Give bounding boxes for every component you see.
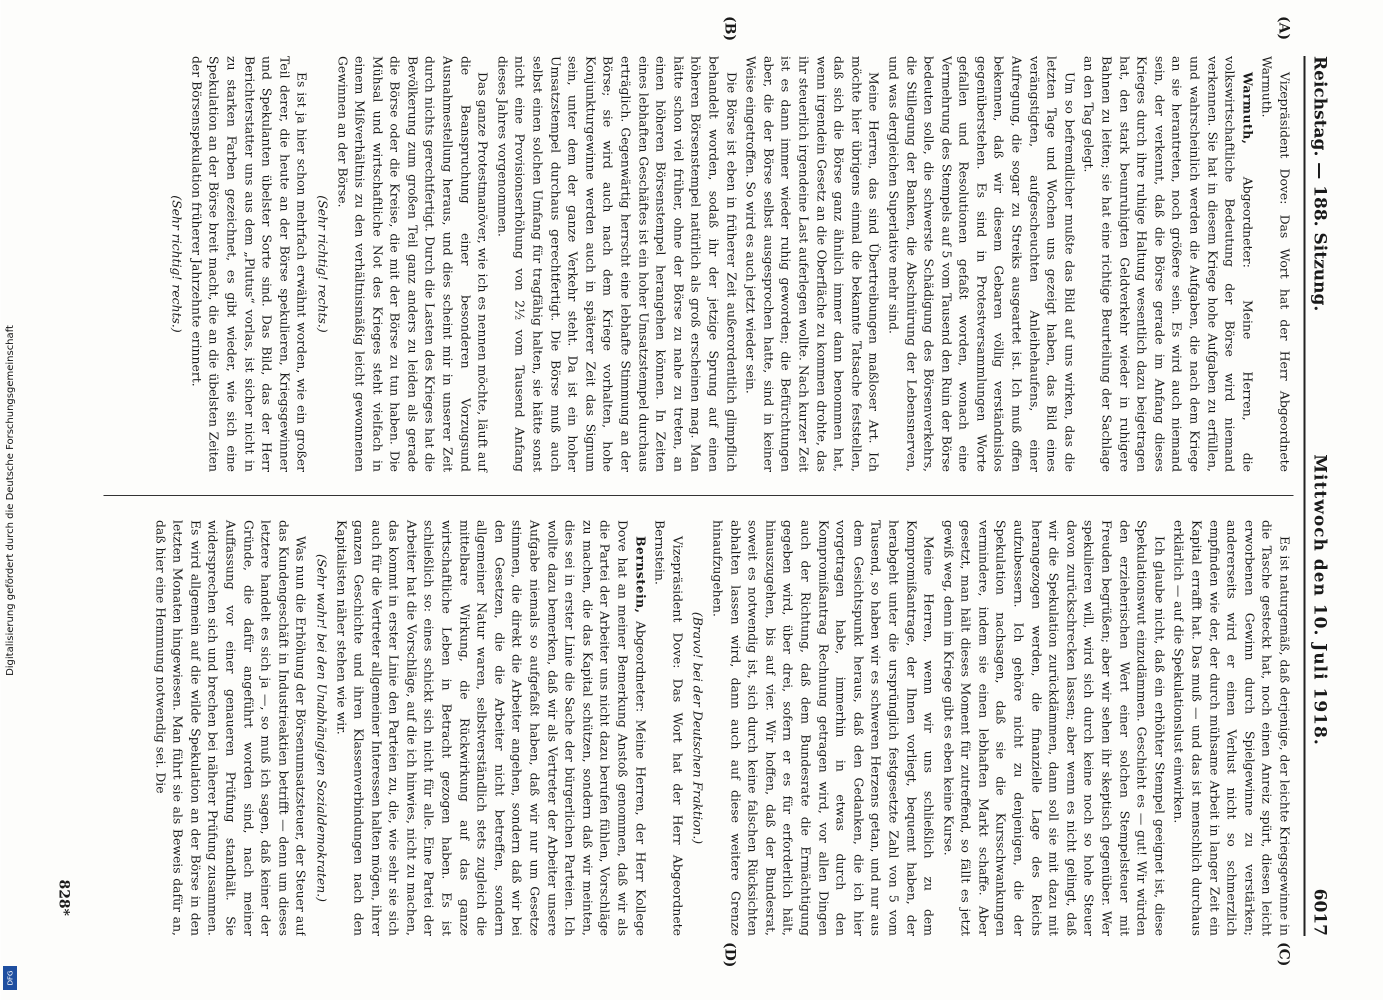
right-para-4: Vizepräsident Dove: Das Wort hat der Herr Abgeordnete Bernstein.	[652, 520, 685, 936]
header-date: Mittwoch den 10. Juli 1918.	[1309, 454, 1329, 746]
left-para-6: Das ganze Protestmanöver, wie ich es nennen möchte, läuft auf die Beanspruchung einer besonderen Vorzugsund Ausnahmestellung heraus, und dies scheint mir in unserer Zeit durch nichts gerechtfertigt. Durch die Lasten des Krieges hat die Bevölkerung zum großen Teil ganz anders zu leiden als gerade die Börse oder die Kreise, die mit der Börse zu tun haben. Die Mühsal und wirtschaftliche Not des Krieges steht vielfach in einem Mißverhältnis zu den verhältnismäßig leicht gewonnenen Gewinnen an der Börse.	[334, 56, 491, 472]
right-interjection-2: (Sehr wahr! bei den Unabhängigen Sozialdemokraten.)	[313, 554, 329, 902]
left-para-1: Vizepräsident Dove: Das Wort hat der Herr Abgeordnete Warmuth.	[1259, 56, 1292, 472]
right-para-5	[332, 520, 649, 936]
left-interjection-1: (Sehr richtig! rechts.)	[314, 195, 330, 333]
right-para-6: Was nun die Erhöhung der Börsenumsatzsteuer, der Steuer auf das Kundengeschäft in Industrieaktien betrifft — denn um dieses letztere handelt es sich ja —, so muß ich sagen, daß keiner der Gründe, die dafür angeführt worden sind, nach meiner Auffassung vor einer genaueren Prüfung standhält. Sie widersprechen sich und brechen bei näherer Prüfung zusammen. Es wird allgemein auf die wilde Spekulation an der Börse in den letzten Monaten hingewiesen. Man führt sie als Beweis dafür an, daß hier eine Hemmung notwendig sei. Die	[152, 520, 309, 936]
right-para-5-text: Abgeordneter: Meine Herren, der Herr Kollege Dove hat an meiner Bemerkung Anstoß genommen, daß wir als die Partei der Arbeiter uns nicht dazu berufen fühlen, Vorschläge zu machen, die das Kapital schützen, sondern daß wir meinten, dies sei in erster Linie die Sache der bürgerlichen Parteien. Ich wollte dazu bemerken, daß wir als Vertreter der Arbeiter unsere Aufgabe niemals so aufgefaßt haben, daß wir nur um Gesetze stimmen, die direkt die Arbeiter angehen, sondern daß wir bei den Gesetzen, die die Arbeiter nicht betreffen, sondern allgemeiner Natur waren, selbstverständlich stets zugleich die mittelbare Wirkung, die Rückwirkung auf das ganze wirtschaftliche Leben in Betracht gezogen haben. Es ist schließlich so: eines schickt sich nicht für alle. Eine Partei der Arbeiter hat die Vorschläge, auf die ich hinwies, nicht zu machen, das kommt in erster Linie den Parteien zu, die, wie sehr sie sich auch für die Vertreter allgemeiner Interessen halten mögen, ihrer ganzen Geschichte und ihren Klassenverbindungen nach den Kapitalisten näher stehen wie wir.	[333, 520, 648, 936]
dfg-logo-icon	[3, 966, 17, 990]
text-columns	[103, 56, 1293, 936]
speaker-name: Warmuth,	[1239, 72, 1255, 145]
dfg-logo-text: DFG	[6, 970, 14, 986]
credit-text: Digitalisierung gefördert durch die Deutsche Forschungsgemeinschaft	[4, 324, 16, 676]
digitization-credit	[2, 0, 18, 1000]
right-para-1: Es ist naturgemäß, daß derjenige, der leichte Kriegsgewinne in die Tasche gesteckt hat, noch einen Anreiz spürt, diesen leicht erworbenen Gewinn durch Spielgewinne zu verstärken; andererseits wird er einen Verlust nicht so schmerzlich empfinden wie der, der durch mühsame Arbeit in langer Zeit ein Kapital errafft hat. Das muß — und das ist menschlich durchaus erklärlich — auf die Spekulationslust einwirken.	[1171, 520, 1292, 936]
column-divider	[103, 486, 1293, 506]
left-para-2	[1080, 56, 1256, 472]
running-head	[1303, 56, 1337, 936]
page-content	[47, 16, 1337, 968]
margin-mark-b: (B)	[721, 16, 737, 42]
left-interjection-2: (Sehr richtig! rechts.)	[169, 195, 185, 333]
speaker-name-2: Bernstein,	[632, 536, 648, 614]
header-page-number: 6017	[1309, 888, 1329, 936]
margin-mark-d: (D)	[721, 942, 737, 968]
left-para-7: Es ist ja hier schon mehrfach erwähnt worden, wie ein großer Teil derer, die heute an der Börse spekulieren, Kriegsgewinner und Spekulanten übelster Sorte sind. Das Bild, das der Herr Berichterstatter uns aus dem „Plutus“ vorlas, ist sicher nicht in zu starken Farben gezeichnet, es gibt wieder, wie sich eine Spekulation an der Börse breit macht, die an die übelsten Zeiten der Börsenspekulation früherer Jahrzehnte erinnert.	[188, 56, 310, 472]
right-para-3: Meine Herren, wenn wir uns schließlich zu dem Kompromißantrage, der Ihnen vorliegt, bequemt haben, der herabgeht unter die ursprünglich festgesetzte Zahl von 5 vom Tausend, so haben wir es schweren Herzens getan, und nur aus dem Gesichtspunkt heraus, daß den Gedanken, die ich hier vorgetragen habe, immerhin in etwas durch den Kompromißantrag Rechnung getragen wird, vor allen Dingen auch der Richtung, daß dem Bundesrate die Ermächtigung gegeben wird, über drei, sofern er es für erforderlich hält, hinauszugehen, bis auf vier. Wir hoffen, daß der Bundesrat, soweit es notwendig ist, sich durch keine falschen Rücksichten abhalten lassen wird, dann auch auf diese weitere Grenze hinaufzugehen.	[710, 520, 937, 936]
left-column	[103, 56, 1293, 486]
left-para-5: Die Börse ist eben in früherer Zeit außerordentlich glimpflich behandelt worden, sodaß ihr der jetzige Sprung auf einen höheren Börsenstempel natürlich als groß erscheinen mag. Man hätte schon viel früher, ohne der Börse zu nahe zu treten, an einen höheren Börsenstempel herangehen können. In Zeiten eines lebhaften Geschäftes ist ein hoher Umsatzstempel durchaus erträglich. Gegenwärtig herrscht eine lebhafte Stimmung an der Börse; sie wird auch nach dem Kriege vorhalten, hohe Konjunkturgewinne werden auch in späterer Zeit das Signum sein, unter dem der ganze Verkehr steht. Da ist ein hoher Umsatzstempel durchaus gerechtfertigt. Die Börse muß auch selbst einen solchen Umfang für tragfähig halten, sie hätte sonst nicht eine Provisionserhöhung von 2½ vom Tausend Anfang dieses Jahres vorgenommen.	[494, 56, 739, 472]
right-para-2: Ich glaube nicht, daß ein erhöhter Stempel geeignet ist, diese Spekulationswut einzudämmen. Geschieht es — gut! Wir würden den erzieherischen Wert einer solchen Stempelsteuer mit Freuden begrüßen; aber wir sehen ihr skeptisch gegenüber. Wer spekulieren will, wird sich durch keine noch so hohe Steuer davon zurückschrecken lassen; aber wenn es nicht gelingt, daß wir die Spekulation zurückdämmen, dann soll sie mit dazu mit herangezogen werden, die finanzielle Lage des Reichs aufzubessern. Ich gehöre nicht zu denjenigen, die der Spekulation nachsagen, daß sie die Kursschwankungen vermindere, indem sie einen lebhaften Markt schaffe. Aber gesetzt, man hält dieses Moment für zutreffend, so fällt es jetzt gewiß weg, denn im Kriege gibt es eben keine Kurse.	[940, 520, 1167, 936]
sheet-signature: 828*	[55, 879, 71, 916]
left-para-2-text: Abgeordneter: Meine Herren, die volkswirtschaftliche Bedeutung der Börse wird niemand verkennen. Sie hat in diesem Kriege hohe Aufgaben zu erfüllen, und wahrscheinlich werden die Aufgaben, die nach dem Kriege an sie herantreten, noch größere sein. Es wird auch niemand sein, der verkennt, daß die Börse gerade im Anfang dieses Krieges durch ihre ruhige Haltung wesentlich dazu beigetragen hat, den stark beunruhigten Geldverkehr wieder in ruhigere Bahnen zu leiten; sie hat eine richtige Beurteilung der Sachlage an den Tag gelegt.	[1081, 56, 1255, 472]
margin-mark-a: (A)	[1275, 16, 1291, 41]
header-left: Reichstag. — 188. Sitzung.	[1309, 56, 1329, 312]
left-para-3: Um so befremdlicher mußte das Bild auf uns wirken, das die letzten Tage und Wochen uns gezeigt haben, das Bild eines verängstigten, aufgescheuchten Anleihehaufens, einer Aufregung, die sogar zu Streiks ausgeartet ist. Ich muß offen bekennen, daß wir diesem Gebaren völlig verständnislos gegenüberstehen. Es sind in Protestversammlungen Worte gefallen und Resolutionen gefaßt worden, wonach eine Vermehrung des Stempels auf 5 vom Tausend den Ruin der Börse bedeuten solle, die schwerste Schädigung des Börsenverkehrs, die Stillegung der Banken, die Abschnürung der Lebensnerven, und was dergleichen Superlative mehr sind.	[885, 56, 1077, 472]
margin-mark-c: (C)	[1275, 942, 1291, 967]
right-interjection-1: (Bravo! bei der Deutschen Fraktion.)	[690, 611, 706, 845]
left-para-4: Meine Herren, das sind Übertreibungen maßloser Art. Ich möchte hier übrigens einmal die bekannte Tatsache feststellen, daß sich die Börse ganz ähnlich immer dann benommen hat, wenn irgendein Gesetz an die Oberfläche zu kommen drohte, das ihr steuerlich irgendeine Last auferlegen wollte. Nach kurzer Zeit ist es dann immer wieder ruhig geworden; die Befürchtungen aber, die der Börse selbst ausgesprochen hatte, sind in keiner Weise eingetroffen. So wird es auch jetzt wieder sein.	[743, 56, 882, 472]
right-column	[103, 506, 1293, 936]
